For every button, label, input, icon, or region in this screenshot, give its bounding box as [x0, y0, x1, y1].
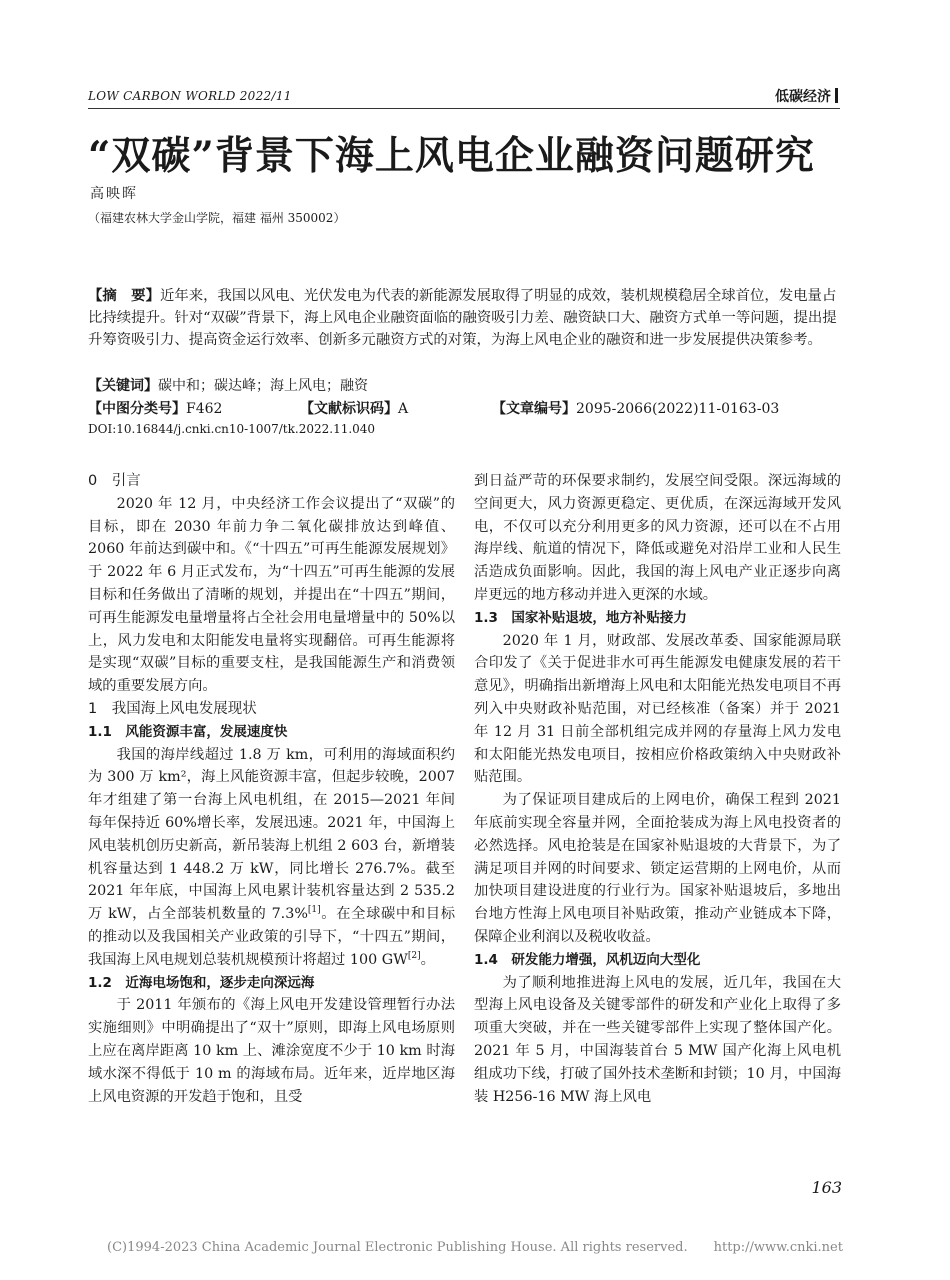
- doc-code-value: A: [398, 401, 409, 417]
- paragraph-1-1-text-c: 。: [420, 951, 435, 968]
- section-heading-1: 1 我国海上风电发展现状: [88, 700, 257, 717]
- article-number-label: 【文章编号】: [492, 401, 576, 417]
- header-rule: [88, 108, 840, 109]
- copyright-line: (C)1994-2023 China Academic Journal Electronic Publishing House. All rights reserved. http://www.cnki.net: [107, 1240, 843, 1255]
- section-tag-bar: [835, 88, 838, 103]
- doc-code-label: 【文献标识码】: [300, 401, 398, 417]
- doc-code: [300, 398, 408, 418]
- subsection-heading-1-1: 1.1 风能资源丰富，发展速度快: [88, 723, 288, 740]
- doi: DOI:10.16844/j.cnki.cn10-1007/tk.2022.11.040: [88, 422, 376, 436]
- clc-value: F462: [186, 401, 223, 417]
- section-tag-label: 低碳经济: [775, 89, 831, 105]
- body-column-right: [474, 470, 841, 1108]
- subsection-heading-1-3: 1.3 国家补贴退坡，地方补贴接力: [474, 609, 687, 626]
- paragraph-1-3-b: 为了保证项目建成后的上网电价，确保工程到 2021 年底前实现全容量并网，全面抢装成为海上风电投资者的必然选择。风电抢装是在国家补贴退坡的大背景下，为了满足项目并网的时间要求、锁定运营期的上网电价，从而加快项目建设进度的行业行为。国家补贴退坡后，多地出台地方性海上风电项目补贴政策，推动产业链成本下降，保障企业利润以及税收收益。: [474, 792, 841, 945]
- section-heading-0: 0 引言: [88, 473, 141, 489]
- keywords: [88, 375, 368, 395]
- abstract-text: 近年来，我国以风电、光伏发电为代表的新能源发展取得了明显的成效，装机规模稳居全球首位，发电量占比持续提升。针对“双碳”背景下，海上风电企业融资面临的融资吸引力差、融资缺口大、融资方式单一等问题，提出提升筹资吸引力、提高资金运行效率、创新多元融资方式的对策，为海上风电企业的融资和进一步发展提供决策参考。: [88, 288, 837, 348]
- clc-number: [88, 398, 222, 418]
- article-number: [492, 398, 779, 418]
- paragraph-1-1-text-a: 我国的海岸线超过 1.8 万 km，可利用的海域面积约为 300 万 km²，海上风能资源丰富，但起步较晚，2007 年才组建了第一台海上风电机组，在 2015—2021 年间每年保持近 60%增长率，发展迅速。2021 年，中国海上风电装机创历史新高，新吊装海上机组 2 603 台，新增装机容量达到 1 448.2 万 kW，同比增长 276.7%。截至 2021 年年底，中国海上风电累计装机容量达到 2 535.2 万 kW，占全部装机数量的 7.3%: [88, 746, 455, 923]
- author-name: 高映晖: [90, 186, 138, 202]
- section-tag: [775, 86, 838, 106]
- paragraph-intro: 2020 年 12 月，中央经济工作会议提出了“双碳”的目标，即在 2030 年前力争二氧化碳排放达到峰值、2060 年前达到碳中和。《“十四五”可再生能源发展规划》于 2022 年 6 月正式发布，为“十四五”可再生能源的发展目标和任务做出了清晰的规划，并提出在“十四五”期间，可再生能源发电量增量将占全社会用电量增量中的 50%以上，风力发电和太阳能发电量将实现翻倍。可再生能源将是实现“双碳”目标的重要支柱，是我国能源生产和消费领域的重要发展方向。: [88, 495, 455, 695]
- paragraph-1-2-continued: 到日益严苛的环保要求制约，发展空间受限。深远海域的空间更大，风力资源更稳定、更优质，在深远海域开发风电，不仅可以充分利用更多的风力资源，还可以在不占用海岸线、航道的情况下，降低或避免对沿岸工业和人民生活造成负面影响。因此，我国的海上风电产业正逐步向离岸更远的地方移动并进入更深的水域。: [474, 473, 841, 603]
- paragraph-1-2: 于 2011 年颁布的《海上风电开发建设管理暂行办法实施细则》中明确提出了“双十”原则，即海上风电场原则上应在离岸距离 10 km 上、滩涂宽度不少于 10 km 时海域水深不得低于 10 m 的海域布局。近年来，近岸地区海上风电资源的开发趋于饱和，且受: [88, 997, 455, 1105]
- paragraph-1-4: 为了顺利地推进海上风电的发展，近几年，我国在大型海上风电设备及关键零部件的研发和产业化上取得了多项重大突破，并在一些关键零部件上实现了整体国产化。2021 年 5 月，中国海装首台 5 MW 国产化海上风电机组成功下线，打破了国外技术垄断和封锁；10 月，中国海装 H256-16 MW 海上风电: [474, 974, 841, 1105]
- subsection-heading-1-4: 1.4 研发能力增强，风机迈向大型化: [474, 951, 701, 968]
- paragraph-1-3-a: 2020 年 1 月，财政部、发展改革委、国家能源局联合印发了《关于促进非水可再生能源发电健康发展的若干意见》，明确指出新增海上风电和太阳能光热发电项目不再列入中央财政补贴范围，对已经核准（备案）并于 2021 年 12 月 31 日前全部机组完成并网的存量海上风力发电和太阳能光热发电项目，按相应价格政策纳入中央财政补贴范围。: [474, 632, 841, 786]
- paragraph-1-1-text-b: 。在全球碳中和目标的推动以及我国相关产业政策的引导下，“十四五”期间，我国海上风电规划总装机规模预计将超过 100 GW: [88, 906, 455, 968]
- paragraph-1-1: [88, 744, 455, 972]
- subsection-heading-1-2: 1.2 近海电场饱和，逐步走向深远海: [88, 974, 315, 991]
- body-column-left: [88, 470, 455, 1108]
- article-number-value: 2095-2066(2022)11-0163-03: [576, 401, 780, 417]
- article-title: “双碳”背景下海上风电企业融资问题研究: [88, 133, 815, 179]
- clc-label: 【中图分类号】: [88, 401, 186, 417]
- abstract: [88, 285, 840, 351]
- page-number: 163: [811, 1178, 842, 1197]
- keywords-text: 碳中和；碳达峰；海上风电；融资: [158, 378, 368, 394]
- keywords-label: 【关键词】: [88, 378, 158, 394]
- running-head: LOW CARBON WORLD 2022/11: [88, 89, 292, 103]
- citation-2[interactable]: [2]: [407, 950, 421, 961]
- author-affiliation: （福建农林大学金山学院，福建 福州 350002）: [88, 211, 346, 225]
- citation-1[interactable]: [1]: [307, 905, 321, 916]
- abstract-label: 【摘 要】: [88, 288, 160, 304]
